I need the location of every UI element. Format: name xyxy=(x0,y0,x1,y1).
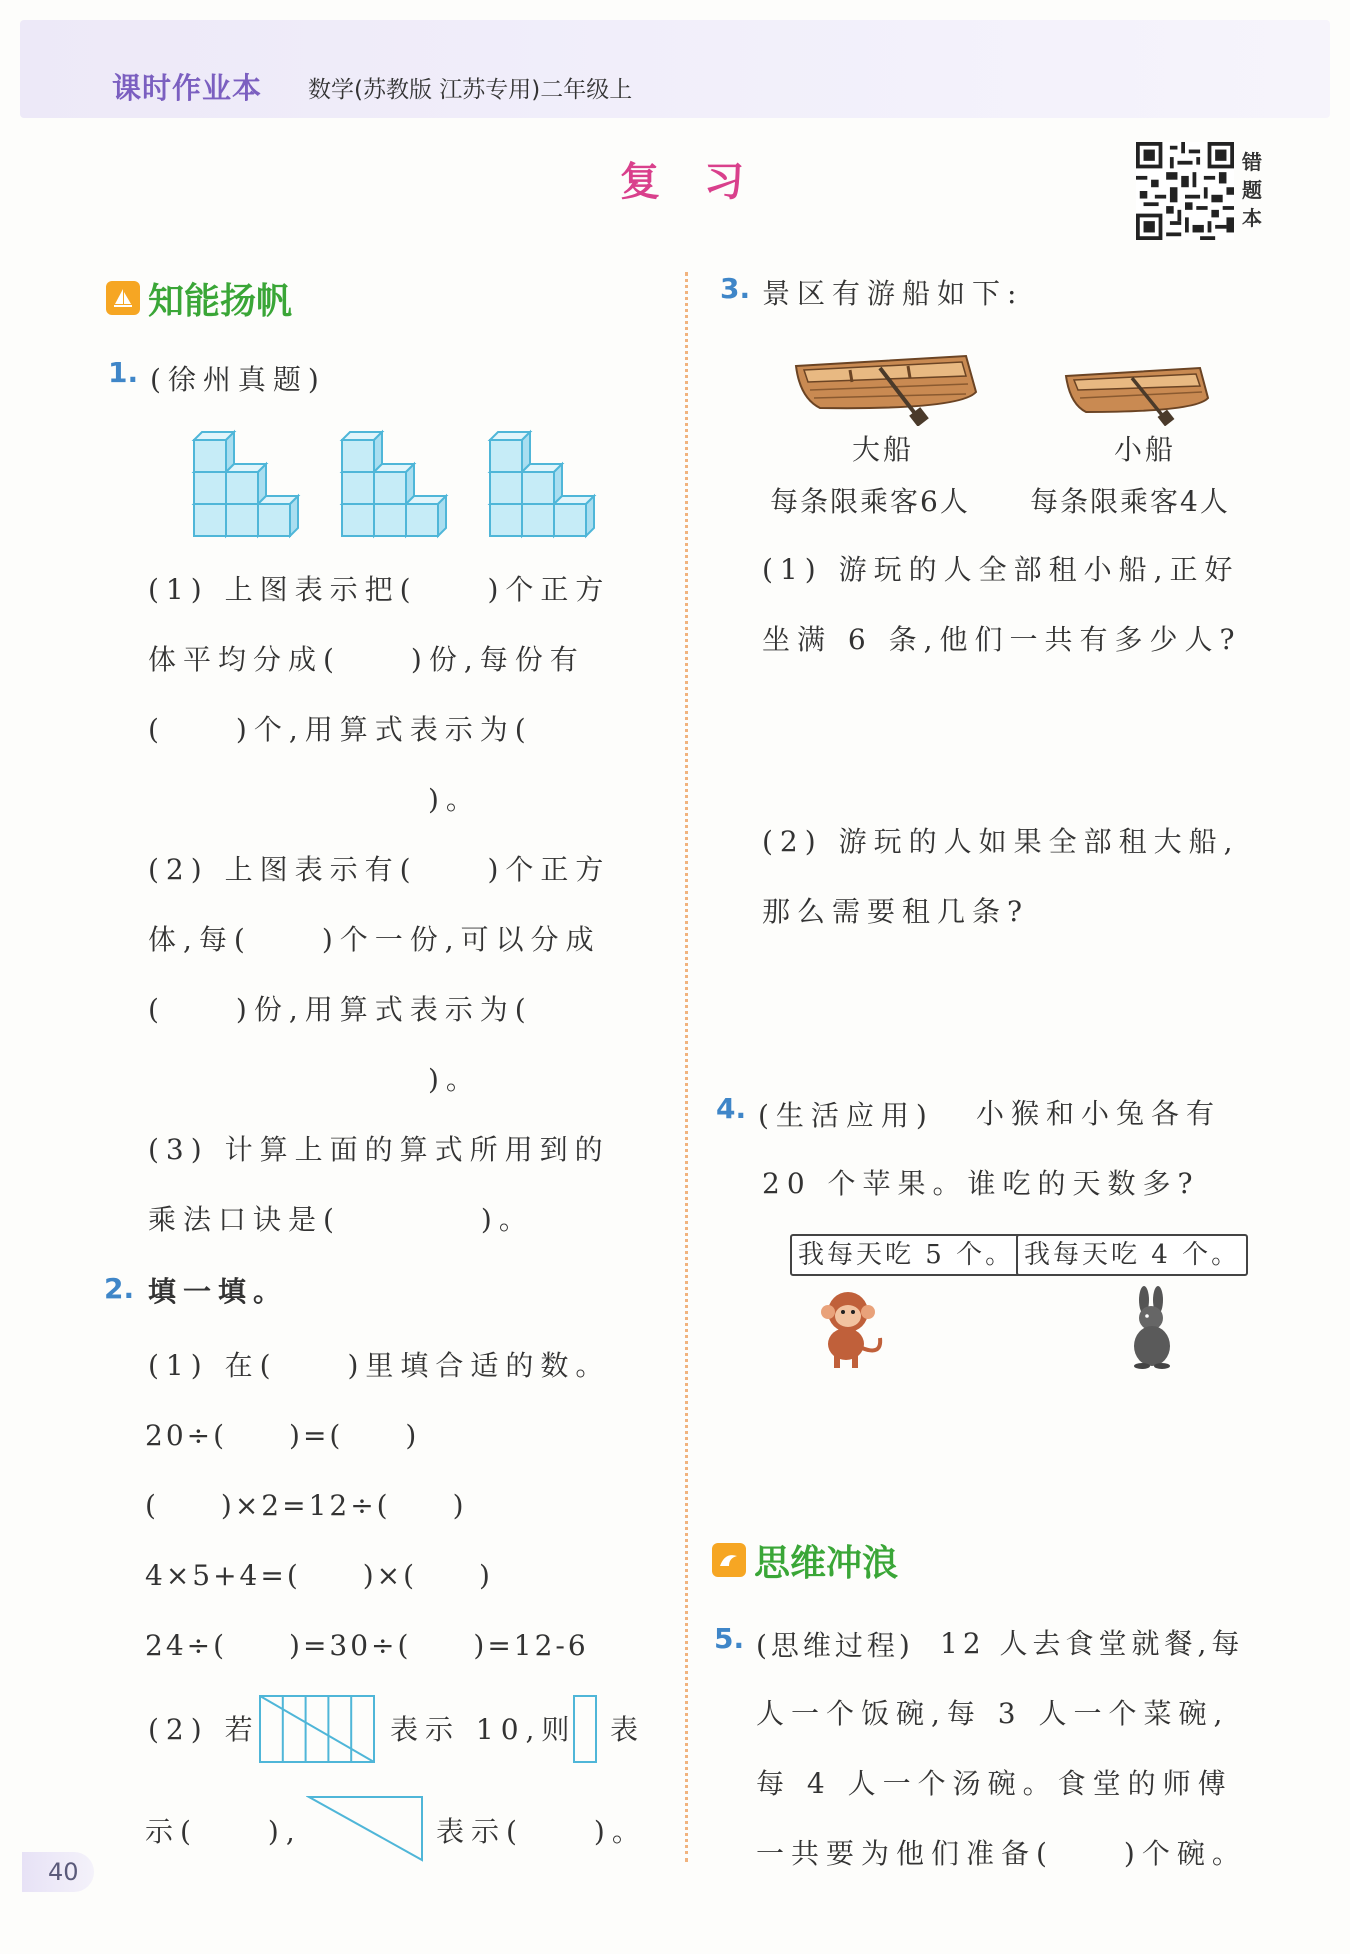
section-zhineng xyxy=(106,276,292,320)
cube xyxy=(342,440,374,472)
section-title: 知能扬帆 xyxy=(148,280,293,322)
wave-icon xyxy=(712,1543,746,1577)
q2-number: 2. xyxy=(104,1272,135,1305)
q5-line-4: 一共要为他们准备( )个碗。 xyxy=(756,1837,1247,1870)
small-boat-image xyxy=(1062,362,1212,426)
q1-line-9: (3) 计算上面的算式所用到的 xyxy=(148,1133,610,1166)
q4-tag: (生活应用) xyxy=(758,1099,934,1132)
big-boat-label: 大船 xyxy=(852,433,915,466)
q5-line-1: 12 人去食堂就餐,每 xyxy=(940,1627,1245,1660)
cube-side xyxy=(438,496,446,536)
column-divider xyxy=(685,272,688,1862)
cube xyxy=(194,472,226,504)
q4-line-1: 小猴和小兔各有 xyxy=(976,1097,1222,1130)
cube-side xyxy=(586,496,594,536)
rabbit-speech: 我每天吃 4 个。 xyxy=(1016,1234,1248,1276)
q1-line-4: )。 xyxy=(148,783,481,816)
q3-number: 3. xyxy=(720,272,751,305)
q1-line-1: (1) 上图表示把( )个正方 xyxy=(148,573,611,606)
q2-sub2-a: (2) 若 xyxy=(148,1713,260,1746)
cube xyxy=(194,504,226,536)
qr-code-icon[interactable] xyxy=(1133,142,1237,240)
monkey-image xyxy=(808,1286,894,1370)
q2-eq-3: 4×5+4=( )×( ) xyxy=(145,1559,493,1592)
cube xyxy=(226,504,258,536)
cube xyxy=(194,440,226,472)
q2-eq-2: ( )×2=12÷( ) xyxy=(145,1489,467,1522)
q2-sub1: (1) 在( )里填合适的数。 xyxy=(148,1349,611,1382)
cube xyxy=(342,472,374,504)
cube xyxy=(226,472,258,504)
q2-sub2-c: 表 xyxy=(610,1713,646,1746)
triangle-shape xyxy=(306,1794,426,1864)
q3-line-2: 坐满 6 条,他们一共有多少人? xyxy=(762,623,1242,656)
page-title: 复习 xyxy=(620,159,788,205)
page-number: 40 xyxy=(22,1852,94,1892)
q5-line-2: 人一个饭碗,每 3 人一个菜碗, xyxy=(756,1697,1230,1730)
q5-number: 5. xyxy=(714,1622,745,1655)
book-subtitle: 数学(苏教版 江苏专用)二年级上 xyxy=(308,77,633,103)
big-boat-limit: 每条限乘客6人 xyxy=(770,485,970,518)
q2-title: 填一填。 xyxy=(148,1275,289,1308)
small-boat-limit: 每条限乘客4人 xyxy=(1030,485,1230,518)
q4-line-2: 20 个苹果。谁吃的天数多? xyxy=(762,1167,1200,1200)
cube xyxy=(258,504,290,536)
qr-label: 错题本 xyxy=(1242,150,1262,230)
book-brand: 课时作业本 xyxy=(112,71,263,105)
cube xyxy=(522,504,554,536)
cube xyxy=(406,504,438,536)
q1-tag: (徐州真题) xyxy=(150,363,326,396)
cube xyxy=(554,504,586,536)
section-title: 思维冲浪 xyxy=(754,1542,899,1584)
q3-text: 景区有游船如下: xyxy=(762,277,1024,310)
q1-line-6: 体,每( )个一份,可以分成 xyxy=(148,923,601,956)
cube xyxy=(374,504,406,536)
cube xyxy=(522,472,554,504)
q2-eq-4: 24÷( )=30÷( )=12-6 xyxy=(145,1629,589,1662)
q5-tag: (思维过程) xyxy=(756,1629,914,1662)
q1-line-10: 乘法口诀是( )。 xyxy=(148,1203,534,1236)
q2-sub2-e: 表示( )。 xyxy=(436,1815,647,1848)
cube xyxy=(342,504,374,536)
q1-line-2: 体平均分成( )份,每份有 xyxy=(148,643,585,676)
q1-line-3: ( )个,用算式表示为( xyxy=(148,713,533,746)
big-boat-image xyxy=(790,348,980,426)
q4-number: 4. xyxy=(716,1092,747,1125)
cube-groups xyxy=(190,420,610,544)
cube-side xyxy=(290,496,298,536)
small-boat-label: 小船 xyxy=(1114,433,1177,466)
monkey-speech: 我每天吃 5 个。 xyxy=(790,1234,1022,1276)
q5-line-3: 每 4 人一个汤碗。食堂的师傅 xyxy=(756,1767,1233,1800)
cube xyxy=(490,440,522,472)
section-siwei xyxy=(712,1538,898,1582)
q2-sub2-b: 表示 10,则 xyxy=(390,1713,577,1746)
q2-eq-1: 20÷( )=( ) xyxy=(145,1419,420,1452)
q1-line-8: )。 xyxy=(148,1063,481,1096)
q3-line-4: 那么需要租几条? xyxy=(762,895,1030,928)
strip-rectangle xyxy=(258,1694,376,1764)
rabbit-image xyxy=(1120,1286,1184,1370)
q1-number: 1. xyxy=(108,356,139,389)
cube xyxy=(374,472,406,504)
q1-line-5: (2) 上图表示有( )个正方 xyxy=(148,853,611,886)
q3-line-1: (1) 游玩的人全部租小船,正好 xyxy=(762,553,1240,586)
q2-sub2-d: 示( ), xyxy=(145,1815,302,1848)
sail-icon xyxy=(106,281,140,315)
q3-line-3: (2) 游玩的人如果全部租大船, xyxy=(762,825,1240,858)
q1-line-7: ( )份,用算式表示为( xyxy=(148,993,533,1026)
cube xyxy=(490,504,522,536)
cube xyxy=(490,472,522,504)
single-strip xyxy=(572,1694,598,1764)
